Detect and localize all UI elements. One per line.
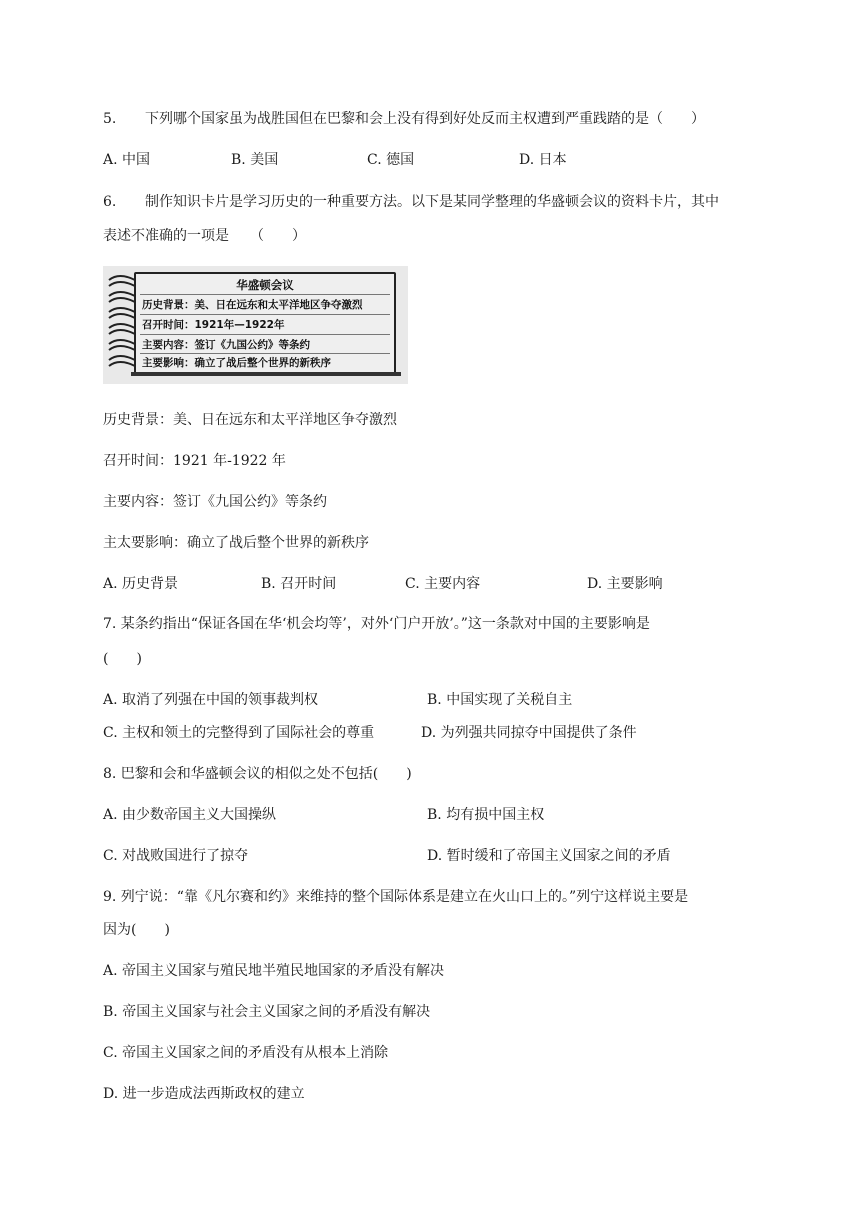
card-row-impact: 主要影响：确立了战后整个世界的新秩序	[142, 357, 331, 369]
q8-stem: 8. 巴黎和会和华盛顿会议的相似之处不包括( )	[103, 766, 412, 782]
q9-option-c: C. 帝国主义国家之间的矛盾没有从根本上消除	[103, 1045, 389, 1061]
q8-option-a: A. 由少数帝国主义大国操纵	[103, 807, 277, 823]
q6-text-line1: 制作知识卡片是学习历史的一种重要方法。以下是某同学整理的华盛顿会议的资料卡片，其中	[145, 194, 719, 210]
q6-option-b: B. 召开时间	[261, 576, 337, 592]
q7-option-b: B. 中国实现了关税自主	[427, 692, 573, 708]
q6-option-a: A. 历史背景	[103, 576, 179, 592]
q8-option-d: D. 暂时缓和了帝国主义国家之间的矛盾	[427, 848, 671, 864]
q6-fact-time: 召开时间：1921 年-1922 年	[103, 453, 286, 469]
card-divider	[140, 314, 390, 315]
q7-option-c: C. 主权和领土的完整得到了国际社会的尊重	[103, 725, 375, 741]
q6-stem-line2: 表述不准确的一项是 （ ）	[103, 228, 306, 244]
q7-option-a: A. 取消了列强在中国的领事裁判权	[103, 692, 319, 708]
q6-fact-background: 历史背景：美、日在远东和太平洋地区争夺激烈	[103, 412, 397, 428]
q6-stem-line1	[103, 192, 719, 212]
q5-option-a: A. 中国	[103, 152, 151, 168]
knowledge-card-image	[103, 266, 408, 384]
q5-option-c: C. 德国	[367, 152, 415, 168]
q7-option-d: D. 为列强共同掠夺中国提供了条件	[421, 725, 637, 741]
q9-stem-line2: 因为( )	[103, 922, 170, 938]
q9-option-b: B. 帝国主义国家与社会主义国家之间的矛盾没有解决	[103, 1004, 431, 1020]
q6-option-c: C. 主要内容	[405, 576, 481, 592]
q8-option-c: C. 对战败国进行了掠夺	[103, 848, 249, 864]
q6-fact-impact: 主太要影响：确立了战后整个世界的新秩序	[103, 535, 369, 551]
q5-option-d: D. 日本	[519, 152, 567, 168]
q6-fact-content: 主要内容：签订《九国公约》等条约	[103, 494, 327, 510]
card-title: 华盛顿会议	[236, 278, 294, 292]
q5-stem	[103, 109, 705, 129]
card-row-time: 召开时间：1921年—1922年	[142, 319, 285, 331]
q8-option-b: B. 均有损中国主权	[427, 807, 545, 823]
q5-number: 5.	[103, 111, 117, 127]
card-panel	[134, 272, 396, 374]
q9-stem-line1: 9. 列宁说：“靠《凡尔赛和约》来维持的整个国际体系是建立在火山口上的。”列宁这样说主要是	[103, 889, 689, 905]
q6-number: 6.	[103, 194, 117, 210]
q5-text: 下列哪个国家虽为战胜国但在巴黎和会上没有得到好处反而主权遭到严重践踏的是（ ）	[145, 111, 705, 127]
q6-option-d: D. 主要影响	[587, 576, 663, 592]
card-divider	[140, 353, 390, 354]
card-bottom-edge	[131, 372, 401, 376]
card-divider	[140, 334, 390, 335]
q9-option-d: D. 进一步造成法西斯政权的建立	[103, 1086, 305, 1102]
card-divider	[140, 294, 390, 295]
q7-stem-line1: 7. 某条约指出“保证各国在华‘机会均等’，对外‘门户开放’。”这一条款对中国的主要影响是	[103, 616, 650, 632]
card-row-content: 主要内容：签订《九国公约》等条约	[142, 339, 310, 351]
q5-option-b: B. 美国	[231, 152, 279, 168]
q7-stem-line2: ( )	[103, 651, 142, 667]
q9-option-a: A. 帝国主义国家与殖民地半殖民地国家的矛盾没有解决	[103, 963, 445, 979]
card-row-background: 历史背景：美、日在远东和太平洋地区争夺激烈	[142, 299, 363, 311]
